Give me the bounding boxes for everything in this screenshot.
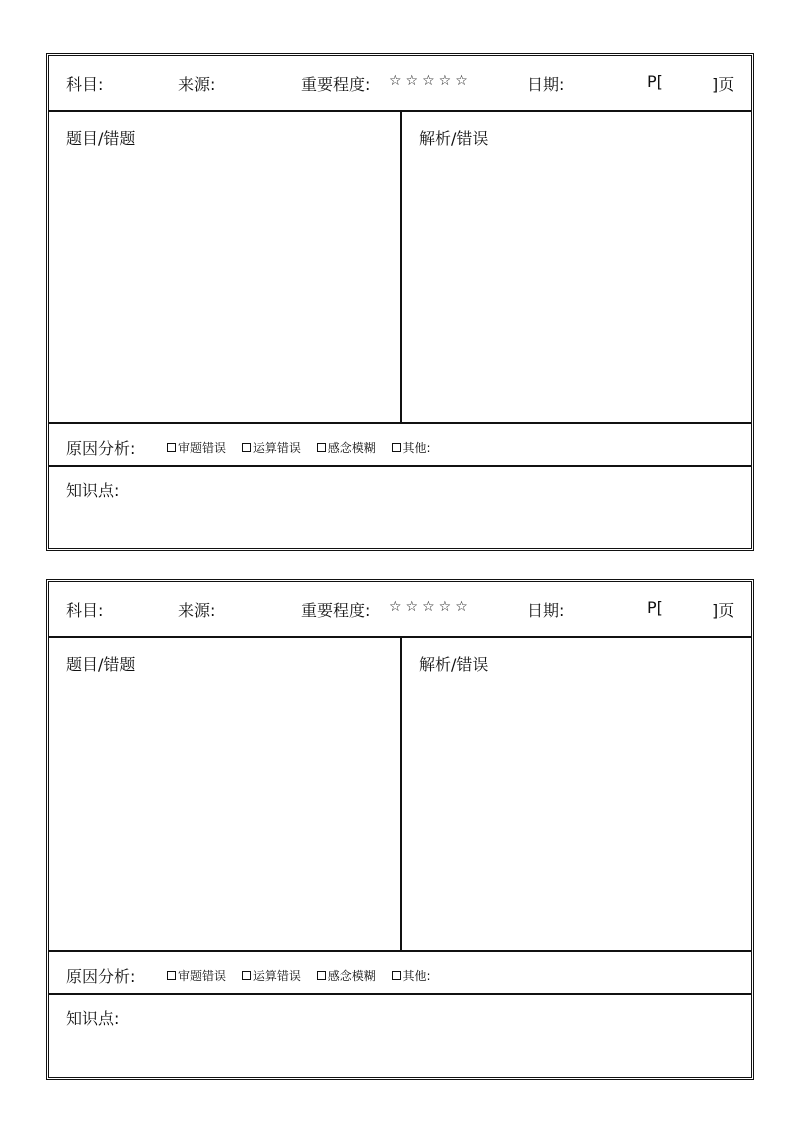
importance-stars[interactable]: ☆☆☆☆☆	[389, 73, 472, 89]
reason-option-other[interactable]: 其他:	[392, 441, 431, 455]
page-suffix: ]页	[712, 601, 735, 620]
source-label: 来源:	[178, 601, 216, 620]
checkbox-icon[interactable]	[167, 443, 176, 452]
checkbox-icon[interactable]	[317, 443, 326, 452]
date-label: 日期:	[527, 75, 565, 94]
knowledge-row[interactable]	[49, 467, 751, 548]
content-area	[49, 638, 751, 950]
question-title: 题目/错题	[66, 129, 136, 148]
importance-stars[interactable]: ☆☆☆☆☆	[389, 599, 472, 615]
reason-option-misread[interactable]: 审题错误	[167, 441, 226, 455]
card-header	[49, 582, 751, 638]
content-area	[49, 112, 751, 422]
subject-label: 科目:	[66, 75, 104, 94]
reason-options	[167, 439, 443, 456]
question-column[interactable]	[49, 638, 402, 950]
knowledge-row[interactable]	[49, 995, 751, 1077]
question-title: 题目/错题	[66, 655, 136, 674]
page-suffix: ]页	[712, 75, 735, 94]
reason-label: 原因分析:	[66, 967, 136, 986]
mistake-card-2	[46, 579, 754, 1080]
page-prefix: P[	[647, 598, 663, 617]
card-header	[49, 56, 751, 112]
checkbox-icon[interactable]	[317, 971, 326, 980]
importance-label: 重要程度:	[301, 75, 371, 94]
checkbox-icon[interactable]	[167, 971, 176, 980]
mistake-card-1	[46, 53, 754, 551]
analysis-title: 解析/错误	[419, 129, 489, 148]
knowledge-label: 知识点:	[66, 1009, 120, 1028]
analysis-column[interactable]	[402, 638, 751, 950]
reason-option-misread[interactable]: 审题错误	[167, 969, 226, 983]
analysis-title: 解析/错误	[419, 655, 489, 674]
checkbox-icon[interactable]	[242, 443, 251, 452]
reason-option-other[interactable]: 其他:	[392, 969, 431, 983]
date-label: 日期:	[527, 601, 565, 620]
reason-option-concept[interactable]: 感念模糊	[317, 441, 376, 455]
reason-row	[49, 950, 751, 995]
reason-option-calculation[interactable]: 运算错误	[242, 441, 301, 455]
reason-option-concept[interactable]: 感念模糊	[317, 969, 376, 983]
reason-row	[49, 422, 751, 467]
checkbox-icon[interactable]	[392, 443, 401, 452]
reason-options	[167, 967, 443, 984]
importance-label: 重要程度:	[301, 601, 371, 620]
reason-option-calculation[interactable]: 运算错误	[242, 969, 301, 983]
checkbox-icon[interactable]	[392, 971, 401, 980]
analysis-column[interactable]	[402, 112, 751, 422]
reason-label: 原因分析:	[66, 439, 136, 458]
question-column[interactable]	[49, 112, 402, 422]
page-prefix: P[	[647, 72, 663, 91]
source-label: 来源:	[178, 75, 216, 94]
checkbox-icon[interactable]	[242, 971, 251, 980]
subject-label: 科目:	[66, 601, 104, 620]
knowledge-label: 知识点:	[66, 481, 120, 500]
